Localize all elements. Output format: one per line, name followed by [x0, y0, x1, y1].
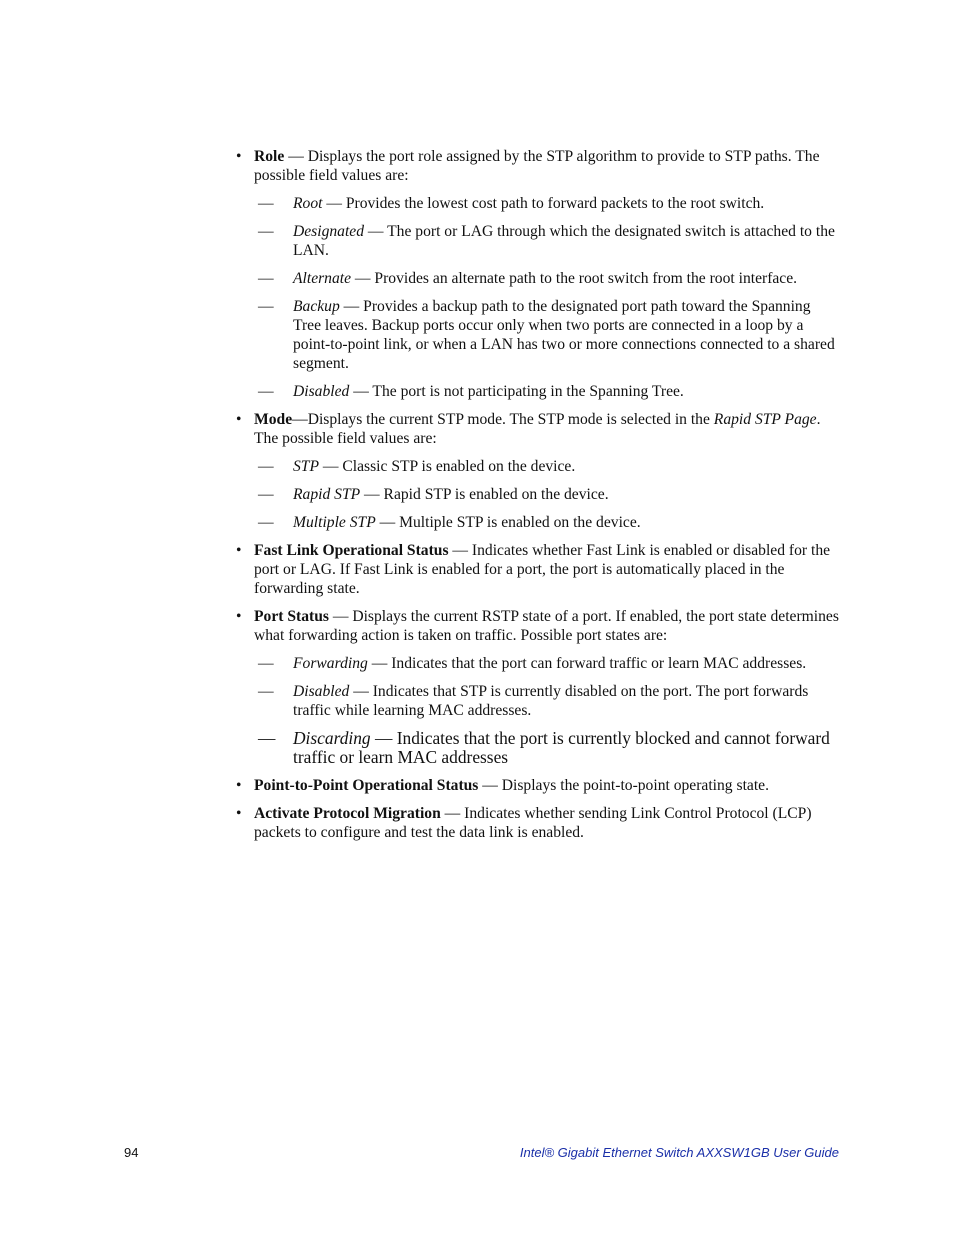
bullet-term: Point-to-Point Operational Status	[254, 777, 479, 794]
guide-title: Intel® Gigabit Ethernet Switch AXXSW1GB User Guide	[519, 1145, 839, 1160]
dash-marker: —	[258, 728, 276, 748]
sub-term: Disabled	[293, 383, 350, 400]
sub-item	[236, 654, 840, 673]
sub-item	[236, 513, 840, 532]
dash-marker: —	[258, 195, 274, 212]
bullet-marker: •	[236, 777, 242, 794]
sub-item	[236, 682, 840, 720]
dash-marker: —	[258, 458, 274, 475]
bullet-item	[236, 541, 840, 598]
sub-item	[236, 485, 840, 504]
item-description: — Indicates that the port can forward traffic or learn MAC addresses.	[367, 655, 807, 672]
item-description: — Multiple STP is enabled on the device.	[375, 514, 641, 531]
sub-term: Forwarding	[293, 655, 368, 672]
sub-item	[236, 729, 840, 767]
dash-marker: —	[258, 223, 274, 240]
sub-term: Discarding	[293, 728, 371, 748]
sub-item	[236, 297, 840, 373]
item-description: — Indicates whether Fast Link is enabled or disabled for the port or LAG. If Fast Link is enabled for a port, the port is automatically placed in the forwarding state.	[254, 542, 831, 597]
bullet-term: Port Status	[254, 608, 329, 625]
bullet-term: Activate Protocol Migration	[254, 805, 441, 822]
item-description: — Displays the port role assigned by the STP algorithm to provide to STP paths. The possible field values are:	[254, 148, 820, 184]
item-description: — Provides the lowest cost path to forward packets to the root switch.	[322, 195, 765, 212]
document-body	[236, 147, 840, 851]
sub-term: Disabled	[293, 683, 350, 700]
dash-marker: —	[258, 486, 274, 503]
item-description: — Provides an alternate path to the root switch from the root interface.	[351, 270, 798, 287]
bullet-marker: •	[236, 148, 242, 165]
sub-term: Alternate	[293, 270, 352, 287]
bullet-term: Mode	[254, 411, 293, 428]
dash-marker: —	[258, 270, 274, 287]
item-description: — Rapid STP is enabled on the device.	[360, 486, 609, 503]
dash-marker: —	[258, 683, 274, 700]
bullet-item	[236, 147, 840, 185]
sub-item	[236, 194, 840, 213]
bullet-marker: •	[236, 608, 242, 625]
bullet-term: Fast Link Operational Status	[254, 542, 449, 559]
page-number: 94	[124, 1145, 139, 1160]
item-description: — Displays the point-to-point operating state.	[478, 777, 769, 794]
sub-term: Rapid STP	[293, 486, 361, 503]
sub-term: STP	[293, 458, 319, 475]
item-description: — Indicates that STP is currently disabled on the port. The port forwards traffic while learning MAC addresses.	[293, 683, 809, 719]
bullet-marker: •	[236, 411, 242, 428]
bullet-item	[236, 607, 840, 645]
item-description: — Displays the current RSTP state of a port. If enabled, the port state determines what forwarding action is taken on traffic. Possible port states are:	[254, 608, 839, 644]
item-description: — Provides a backup path to the designated port path toward the Spanning Tree leaves. Backup ports occur only when two ports are connected in a loop by a point-to-point link, or when a LAN has two or more connections connected to a shared segment.	[293, 298, 835, 372]
item-description-tail: . The possible field values are:	[254, 411, 821, 447]
bullet-item	[236, 410, 840, 448]
sub-term: Designated	[293, 223, 365, 240]
sub-term: Backup	[293, 298, 340, 315]
sub-term: Multiple STP	[293, 514, 376, 531]
item-italic-ref: Rapid STP Page	[713, 411, 817, 428]
dash-marker: —	[258, 298, 274, 315]
bullet-marker: •	[236, 542, 242, 559]
bullet-item	[236, 804, 840, 842]
bullet-marker: •	[236, 805, 242, 822]
item-description: — The port or LAG through which the designated switch is attached to the LAN.	[293, 223, 835, 259]
sub-item	[236, 222, 840, 260]
bullet-item	[236, 776, 840, 795]
item-description: — Indicates that the port is currently blocked and cannot forward traffic or learn MAC addresses	[293, 728, 830, 767]
sub-item	[236, 382, 840, 401]
item-description: —Displays the current STP mode. The STP mode is selected in the	[292, 411, 714, 428]
dash-marker: —	[258, 514, 274, 531]
item-description: — Classic STP is enabled on the device.	[319, 458, 576, 475]
sub-item	[236, 457, 840, 476]
item-description: — The port is not participating in the Spanning Tree.	[349, 383, 684, 400]
sub-item	[236, 269, 840, 288]
item-description: — Indicates whether sending Link Control Protocol (LCP) packets to configure and test the data link is enabled.	[254, 805, 812, 841]
dash-marker: —	[258, 655, 274, 672]
bullet-term: Role	[254, 148, 285, 165]
dash-marker: —	[258, 383, 274, 400]
sub-term: Root	[293, 195, 323, 212]
